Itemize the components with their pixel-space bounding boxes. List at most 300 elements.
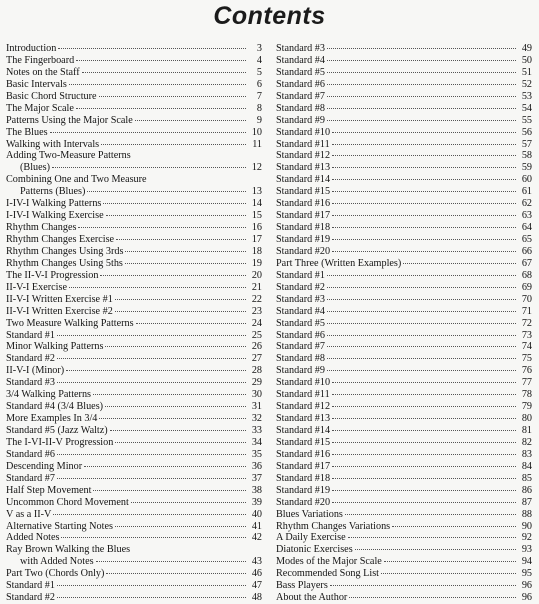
toc-entry [276,318,532,330]
toc-entry [6,198,262,210]
toc-entry [6,341,262,353]
toc-entry [276,91,532,103]
toc-entry-page: 94 [521,556,532,568]
toc-entry-page: 40 [251,508,262,520]
dot-leader [384,561,516,562]
toc-entry-page: 63 [521,210,532,222]
dot-leader [332,132,516,133]
dot-leader [96,561,246,562]
toc-entry [6,127,262,139]
toc-entry-title: Recommended Song List [276,568,379,580]
dot-leader [103,203,246,204]
toc-entry-page: 7 [256,90,262,102]
dot-leader [115,311,246,312]
toc-entry [276,353,532,365]
dot-leader [125,263,246,264]
toc-entry [276,437,532,449]
toc-entry [276,377,532,389]
dot-leader [403,263,516,264]
dot-leader [61,537,246,538]
toc-entry [276,473,532,485]
dot-leader [327,323,516,324]
toc-entry [276,413,532,425]
dot-leader [101,144,246,145]
dot-leader [106,215,246,216]
toc-entry [6,43,262,55]
toc-entry [276,532,532,544]
toc-entry-title: Standard #5 (Jazz Waltz) [6,425,108,436]
toc-entry-title: Alternative Starting Notes [6,520,113,532]
dot-leader [327,72,516,73]
dot-leader [327,108,516,109]
toc-entry-page: 16 [251,222,262,234]
dot-leader [87,191,246,192]
toc-entry-page: 10 [251,126,262,138]
toc-entry [6,580,262,592]
toc-entry-page: 17 [251,234,262,245]
toc-entry [276,127,532,139]
toc-entry [276,198,532,210]
toc-entry [276,186,532,198]
toc-entry-page: 52 [521,78,532,90]
toc-entry-page: 82 [521,436,532,448]
toc-entry-page: 51 [521,66,532,78]
toc-entry-title: Two Measure Walking Patterns [6,317,134,329]
toc-entry [6,532,262,544]
toc-entry-page: 72 [521,317,532,329]
dot-leader [93,394,246,395]
toc-entry-title: Half Step Movement [6,484,92,496]
toc-entry-page: 46 [251,568,262,580]
toc-entry-page: 69 [521,281,532,293]
toc-entry-page: 27 [251,353,262,365]
toc-entry-page: 18 [251,245,262,257]
dot-leader [330,585,516,586]
toc-entry-page: 22 [251,293,262,305]
toc-entry-title: Adding Two-Measure Patterns [6,150,131,162]
toc-entry [276,556,532,568]
dot-leader [332,406,516,407]
dot-leader [93,490,246,491]
toc-entry-page: 68 [521,269,532,281]
toc-entry-page: 35 [251,448,262,460]
toc-entry-page: 88 [521,508,532,520]
toc-entry-title: Standard #3 [276,293,325,305]
toc-entry-title: The Fingerboard [6,54,75,66]
toc-entry-title: Standard #10 [276,377,331,389]
dot-leader [57,358,246,359]
toc-entry-title: Rhythm Changes Using 3rds [6,245,124,257]
toc-entry-page: 96 [521,580,532,592]
toc-entry-title: Standard #11 [276,138,330,150]
toc-entry-title: Standard #5 [276,317,325,329]
dot-leader [66,370,246,371]
toc-entry-title: Standard #4 [276,54,325,66]
toc-entry-title: Standard #14 [276,425,331,436]
toc-entry [6,497,262,509]
toc-entry-page: 54 [521,102,532,114]
dot-leader [332,179,516,180]
toc-entry-page: 90 [521,520,532,532]
toc-entry [6,449,262,461]
dot-leader [99,96,246,97]
toc-entry-title: Rhythm Changes [6,222,77,234]
toc-entry [6,568,262,580]
toc-entry [276,270,532,282]
dot-leader [57,478,246,479]
toc-entry-title: Blues Variations [276,508,343,520]
toc-entry [276,544,532,556]
toc-entry [6,210,262,222]
toc-entry-title: A Daily Exercise [276,532,346,544]
toc-entry [6,592,262,604]
toc-entry-title: Walking with Intervals [6,138,100,150]
toc-entry-page: 3 [256,43,262,54]
toc-entry-title: More Examples In 3/4 [6,413,98,425]
dot-leader [355,549,516,550]
toc-entry-page: 15 [251,210,262,222]
dot-leader [69,287,246,288]
toc-entry-title: Standard #2 [6,353,55,365]
toc-entry-title: Standard #18 [276,472,331,484]
toc-entry [276,55,532,67]
toc-entry-title: The II-V-I Progression [6,269,99,281]
toc-entry [6,162,262,174]
dot-leader [332,215,516,216]
dot-leader [332,239,516,240]
toc-entry [276,150,532,162]
dot-leader [332,466,516,467]
toc-entry-page: 78 [521,389,532,401]
dot-leader [76,60,246,61]
dot-leader [57,597,246,598]
toc-entry [6,365,262,377]
dot-leader [327,48,516,49]
toc-entry-page: 62 [521,198,532,210]
toc-entry-page: 23 [251,305,262,317]
toc-entry-title: Added Notes [6,532,60,544]
toc-entry-page: 61 [521,186,532,198]
toc-entry-title: Standard #8 [276,102,325,114]
toc-entry-page: 34 [251,436,262,448]
toc-entry [6,425,262,437]
toc-entry-page: 86 [521,484,532,496]
dot-leader [327,311,516,312]
dot-leader [332,155,516,156]
toc-entry-title: Standard #17 [276,460,331,472]
dot-leader [332,442,516,443]
toc-entry-title: Standard #12 [276,150,331,162]
toc-entry-title: Combining One and Two Measure [6,174,147,186]
dot-leader [332,191,516,192]
toc-entry [6,437,262,449]
toc-entry-title: Standard #14 [276,174,331,186]
toc-entry [6,103,262,115]
toc-entry-title: Standard #20 [276,245,331,257]
dot-leader [327,275,516,276]
toc-entry [6,318,262,330]
toc-entry-title: Standard #8 [276,353,325,365]
toc-entry-page: 66 [521,245,532,257]
toc-entry [6,67,262,79]
toc-entry-title: About the Author [276,592,348,604]
toc-entry-page: 76 [521,365,532,377]
toc-entry-title: Standard #19 [276,484,331,496]
dot-leader [327,370,516,371]
toc-entry-page: 13 [251,186,262,198]
dot-leader [327,358,516,359]
toc-entry [276,461,532,473]
toc-entry [6,186,262,198]
toc-entry-page: 25 [251,329,262,341]
toc-entry [6,353,262,365]
dot-leader [58,48,246,49]
toc-entry [276,306,532,318]
toc-entry-title: Standard #12 [276,401,331,413]
toc-entry [276,568,532,580]
dot-leader [106,573,246,574]
dot-leader [78,227,246,228]
toc-entry-title: Standard #16 [276,198,331,210]
toc-entry-title: Standard #9 [276,365,325,377]
toc-entry-title: Standard #6 [276,329,325,341]
toc-entry-page: 96 [521,592,532,604]
toc-entry-title: Standard #18 [276,222,331,234]
toc-entry [6,115,262,127]
toc-entry-title: Uncommon Chord Movement [6,496,129,508]
toc-entry [276,43,532,55]
toc-entry-title: Standard #3 [276,43,325,54]
dot-leader [327,299,516,300]
toc-entry-title: Standard #4 [276,305,325,317]
toc-entry-page: 83 [521,448,532,460]
toc-entry-page: 85 [521,472,532,484]
toc-entry-title: Standard #3 [6,377,55,389]
dot-leader [52,167,246,168]
toc-entry-title: The Blues [6,126,48,138]
toc-entry-title: Standard #2 [276,281,325,293]
toc-entry-page: 12 [251,162,262,174]
toc-entry [6,509,262,521]
toc-entry [6,222,262,234]
toc-entry-title: (Blues) [20,162,50,174]
dot-leader [69,84,246,85]
toc-entry-page: 92 [521,532,532,544]
toc-entry [6,401,262,413]
dot-leader [332,227,516,228]
toc-entry-page: 77 [521,377,532,389]
toc-entry [276,497,532,509]
toc-entry-title: Standard #19 [276,234,331,245]
toc-entry [6,413,262,425]
toc-entry [276,425,532,437]
dot-leader [57,454,246,455]
toc-entry [276,115,532,127]
toc-entry-page: 50 [521,54,532,66]
dot-leader [115,526,246,527]
toc-entry-page: 60 [521,174,532,186]
toc-entry-title: Standard #6 [6,448,55,460]
dot-leader [53,514,246,515]
toc-entry-title: Standard #6 [276,78,325,90]
toc-entry-page: 74 [521,341,532,353]
toc-entry-page: 21 [251,281,262,293]
toc-entry-title: Standard #13 [276,413,331,425]
toc-entry-page: 49 [521,43,532,54]
dot-leader [115,442,246,443]
dot-leader [110,430,246,431]
dot-leader [332,478,516,479]
toc-entry-title: Standard #5 [276,66,325,78]
dot-leader [332,454,516,455]
dot-leader [327,287,516,288]
toc-entry-title: Standard #11 [276,389,330,401]
toc-entry-page: 75 [521,353,532,365]
dot-leader [57,335,246,336]
toc-entry-page: 64 [521,222,532,234]
toc-entry-title: II-V-I Exercise [6,281,67,293]
toc-entry [6,79,262,91]
dot-leader [100,275,246,276]
toc-entry-page: 11 [252,138,262,150]
toc-entry-title: Rhythm Changes Exercise [6,234,115,245]
toc-entry-page: 29 [251,377,262,389]
toc-entry-title: I-IV-I Walking Patterns [6,198,102,210]
toc-entry-page: 79 [521,401,532,413]
toc-entry [276,330,532,342]
toc-entry-page: 80 [521,413,532,425]
dot-leader [116,239,246,240]
toc-entry [276,246,532,258]
dot-leader [105,346,246,347]
dot-leader [50,132,246,133]
dot-leader [332,418,516,419]
toc-entry [276,162,532,174]
dot-leader [392,526,516,527]
toc-entry [276,592,532,604]
toc-entry-title: Part Two (Chords Only) [6,568,105,580]
dot-leader [82,72,246,73]
toc-entry-page: 70 [521,293,532,305]
dot-leader [332,203,516,204]
toc-column-left [6,43,262,604]
toc-entry-page: 59 [521,162,532,174]
toc-entry-page: 28 [251,365,262,377]
toc-entry-title: Standard #9 [276,114,325,126]
toc-entry [6,377,262,389]
toc-entry [6,139,262,151]
toc-entry-title: II-V-I (Minor) [6,365,65,377]
toc-entry-title: 3/4 Walking Patterns [6,389,92,401]
dot-leader [348,537,516,538]
toc-entry [276,521,532,533]
toc-entry-page: 36 [251,460,262,472]
dot-leader [332,394,516,395]
toc-entry-title: Notes on the Staff [6,66,80,78]
toc-entry-title: Modes of the Major Scale [276,556,382,568]
toc-entry [6,330,262,342]
toc-entry [6,91,262,103]
toc-entry-page: 31 [251,401,262,413]
toc-entry-title: Standard #16 [276,448,331,460]
toc-entry [6,521,262,533]
toc-entry [6,234,262,246]
dot-leader [115,299,246,300]
toc-entry-title: Descending Minor [6,460,83,472]
toc-entry-page: 32 [251,413,262,425]
toc-entry-title: Ray Brown Walking the Blues [6,544,131,556]
toc-entry [6,485,262,497]
toc-entry [276,282,532,294]
dot-leader [381,573,516,574]
toc-entry-page: 5 [256,66,262,78]
toc-entry-page: 87 [521,496,532,508]
toc-entry-title: The Major Scale [6,102,74,114]
dot-leader [57,382,246,383]
dot-leader [327,120,516,121]
dot-leader [327,346,516,347]
toc-entry-page: 38 [251,484,262,496]
dot-leader [349,597,516,598]
toc-entry-page: 48 [251,592,262,604]
toc-entry-page: 84 [521,460,532,472]
toc-column-right [276,43,532,604]
toc-entry-page: 56 [521,126,532,138]
toc-entry [276,389,532,401]
toc-entry-page: 20 [251,269,262,281]
dot-leader [84,466,246,467]
toc-entry-page: 26 [251,341,262,353]
toc-entry-page: 41 [251,520,262,532]
toc-entry-page: 57 [521,138,532,150]
toc-entry-page: 9 [256,114,262,126]
toc-entry-title: Standard #13 [276,162,331,174]
dot-leader [332,502,516,503]
toc-entry-page: 24 [251,317,262,329]
toc-entry [6,150,262,162]
toc-entry-page: 67 [521,257,532,269]
toc-entry [6,389,262,401]
toc-entry [6,55,262,67]
toc-entry-page: 14 [251,198,262,210]
toc-entry-page: 55 [521,114,532,126]
toc-entry-page: 71 [521,305,532,317]
toc-entry-title: Patterns Using the Major Scale [6,114,133,126]
toc-entry [276,485,532,497]
toc-entry-title: Introduction [6,43,57,54]
toc-entry [276,234,532,246]
toc-entry [276,139,532,151]
dot-leader [135,120,246,121]
toc-entry-title: Standard #1 [276,269,325,281]
toc-entry [276,580,532,592]
dot-leader [327,96,516,97]
toc-entry-title: Rhythm Changes Variations [276,520,391,532]
toc-entry-page: 8 [256,102,262,114]
toc-entry [6,294,262,306]
toc-entry-title: Diatonic Exercises [276,544,353,556]
toc-entry-page: 6 [256,78,262,90]
dot-leader [327,60,516,61]
toc-entry-page: 42 [251,532,262,544]
toc-entry [6,246,262,258]
toc-entry [6,306,262,318]
toc-entry-title: Standard #20 [276,496,331,508]
dot-leader [131,502,246,503]
toc-entry-title: Rhythm Changes Using 5ths [6,257,123,269]
dot-leader [332,144,516,145]
toc-entry [6,461,262,473]
